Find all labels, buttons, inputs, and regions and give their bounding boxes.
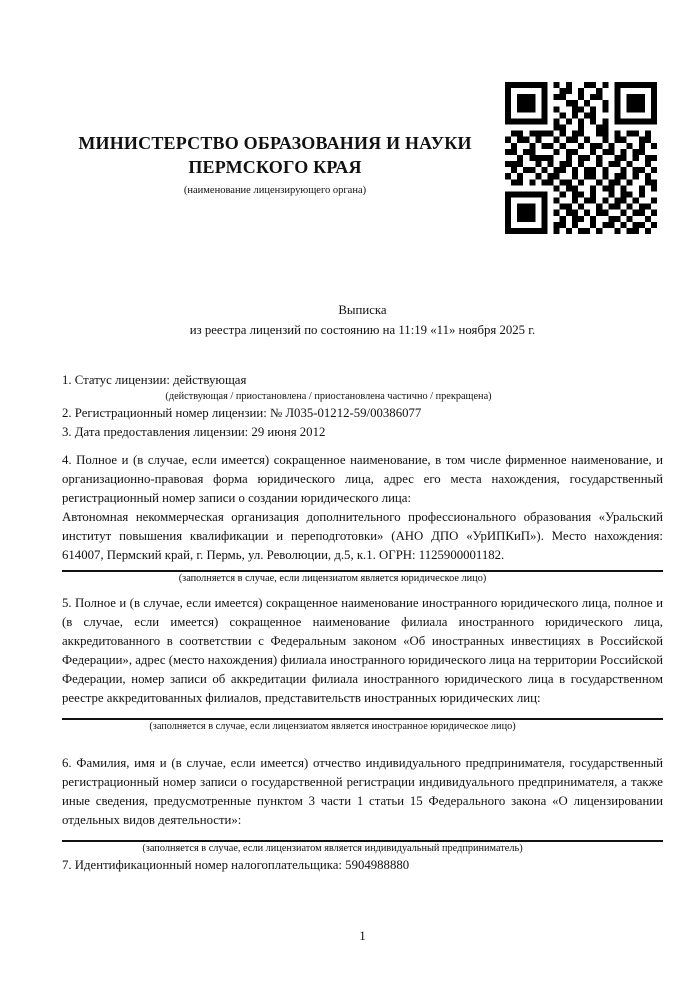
page-number: 1 xyxy=(359,928,366,943)
foreign-entity-caption: (заполняется в случае, если лицензиатом является иностранное юридическое лицо) xyxy=(149,721,516,732)
item-taxpayer-number: 7. Идентификационный номер налогоплательщика: 5904988880 xyxy=(62,858,410,872)
item-individual-entrepreneur xyxy=(62,754,663,856)
license-status-text: 1. Статус лицензии: действующая xyxy=(62,373,247,387)
legal-entity-clause: 4. Полное и (в случае, если имеется) сокращенное наименование, в том числе фирменное наименование, и организационно-правовая форма юридического лица, адрес его места нахождения, государственный регистрационный номер записи о создании юридического лица: xyxy=(62,453,663,505)
individual-entrepreneur-caption: (заполняется в случае, если лицензиатом является индивидуальный предприниматель) xyxy=(142,843,523,854)
ministry-name-line1: МИНИСТЕРСТВО ОБРАЗОВАНИЯ И НАУКИ xyxy=(78,133,472,153)
ministry-name-line2: ПЕРМСКОГО КРАЯ xyxy=(188,157,362,177)
item-grant-date: 3. Дата предоставления лицензии: 29 июня 2012 xyxy=(62,425,326,439)
legal-entity-caption: (заполняется в случае, если лицензиатом является юридическое лицо) xyxy=(178,573,487,584)
authority-caption: (наименование лицензирующего органа) xyxy=(183,185,367,196)
licensing-authority-header xyxy=(60,131,490,197)
license-status-options-caption: (действующая / приостановлена / приостановлена частично / прекращена) xyxy=(165,391,492,402)
individual-entrepreneur-clause: 6. Фамилия, имя и (в случае, если имеется) отчество индивидуального предпринимателя, государственный регистрационный номер записи о государственной регистрации индивидуального предпринимателя, а также иные сведения, предусмотренные пунктом 3 части 1 статьи 15 Федерального закона «О лицензировании отдельных видов деятельности»: xyxy=(62,756,663,827)
document-title: Выписка xyxy=(338,303,387,317)
item-license-status xyxy=(62,371,663,404)
item-foreign-entity xyxy=(62,594,663,734)
legal-entity-value: Автономная некоммерческая организация дополнительного профессионального образования «Уральский институт повышения квалификации и переподготовки» (АНО ДПО «УрИПКиП»). Место нахождения: 614007, Пермский край, г. Пермь, ул. Революции, д.5, к.1. ОГРН: 1125900001182. xyxy=(62,510,663,562)
qr-code xyxy=(505,82,657,238)
item-registration-number: 2. Регистрационный номер лицензии: № Л035-01212-59/00386077 xyxy=(62,406,422,420)
document-subtitle: из реестра лицензий по состоянию на 11:19 «11» ноября 2025 г. xyxy=(189,323,536,337)
foreign-entity-clause: 5. Полное и (в случае, если имеется) сокращенное наименование иностранного юридического лица, полное и (в случае, если имеется) сокращенное наименование филиала иностранного юридического лица, аккредитованного в соответствии с Федеральным законом «Об иностранных инвестициях в Российской Федерации», адрес (место нахождения) филиала иностранного юридического лица на территории Российской Федерации, номер записи об аккредитации филиала иностранного юридического лица в государственном реестре аккредитованных филиалов, представительств иностранных юридических лиц: xyxy=(62,596,663,705)
item-legal-entity xyxy=(62,451,663,586)
document-body xyxy=(62,300,663,875)
